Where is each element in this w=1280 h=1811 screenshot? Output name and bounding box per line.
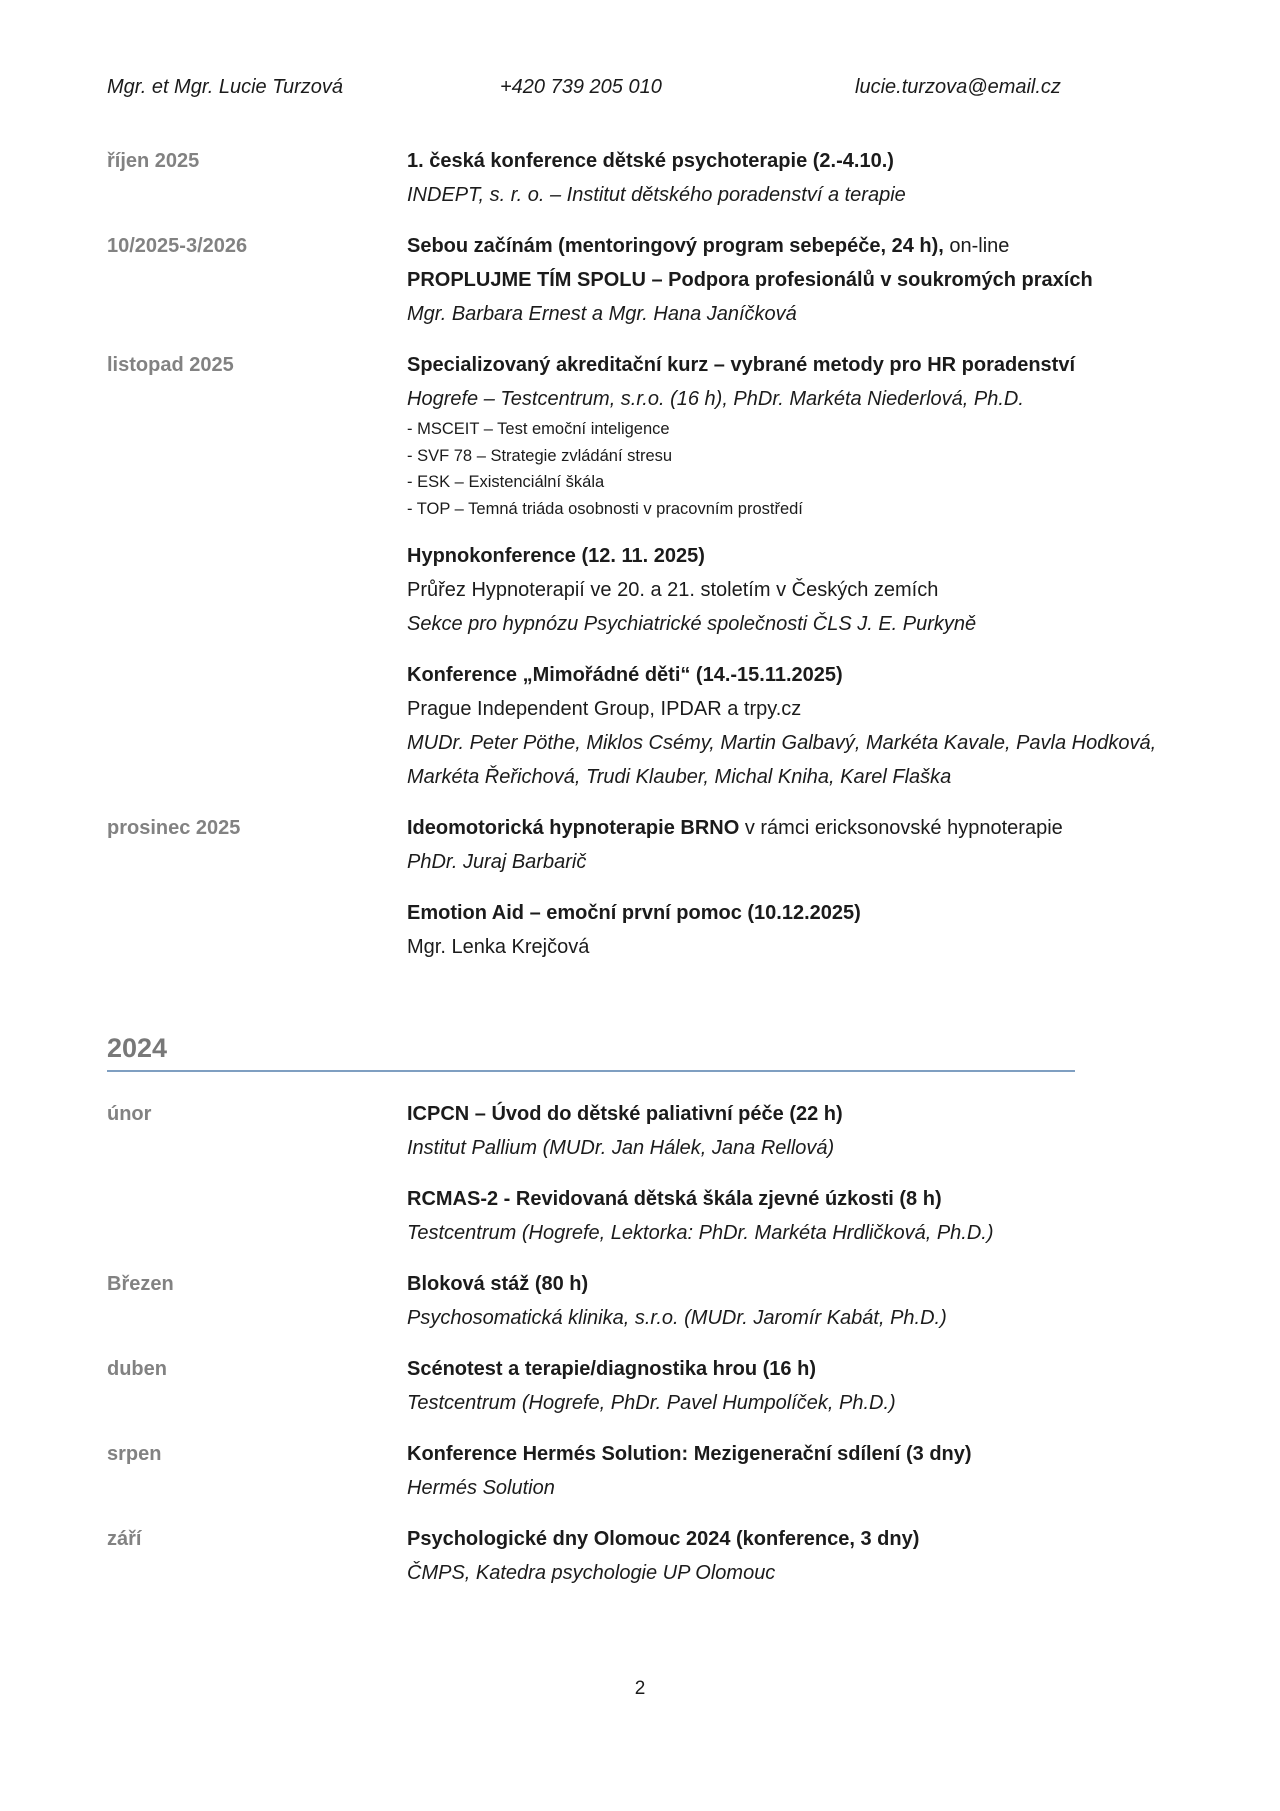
entry-row: [107, 1267, 1173, 1352]
course-detail-line: [407, 1386, 1173, 1420]
entry-row: [107, 1522, 1173, 1607]
course-title-line: [407, 1522, 1173, 1556]
entry-date: září: [107, 1528, 142, 1550]
course-detail-line: [407, 930, 1173, 964]
course-detail-line: [407, 692, 1173, 726]
entry-block: [407, 811, 1173, 879]
text-run: PhDr. Juraj Barbarič: [407, 851, 587, 873]
text-run: v rámci ericksonovské hypnoterapie: [739, 817, 1063, 839]
course-title-line: [407, 1267, 1173, 1301]
text-run: Institut Pallium (MUDr. Jan Hálek, Jana Rellová): [407, 1137, 835, 1159]
text-run: Sekce pro hypnózu Psychiatrické společnosti ČLS J. E. Purkyně: [407, 613, 977, 635]
text-run: Scénotest a terapie/diagnostika hrou (16 h): [407, 1358, 816, 1380]
course-title-line: [407, 1352, 1173, 1386]
entry-content: [407, 1352, 1173, 1437]
entry-content: [407, 229, 1173, 348]
text-run: Psychosomatická klinika, s.r.o. (MUDr. Jaromír Kabát, Ph.D.): [407, 1307, 947, 1329]
text-run: - TOP – Temná triáda osobnosti v pracovním prostředí: [407, 499, 803, 518]
entry-row: [107, 1352, 1173, 1437]
year-heading: 2024: [107, 1033, 168, 1063]
text-run: ICPCN – Úvod do dětské paliativní péče (22 h): [407, 1103, 843, 1125]
entry-content: [407, 1437, 1173, 1522]
text-run: Konference „Mimořádné děti“ (14.-15.11.2025): [407, 664, 843, 686]
course-title-line: [407, 1097, 1173, 1131]
entry-content: [407, 348, 1173, 811]
course-title-line: [407, 1182, 1173, 1216]
text-run: Testcentrum (Hogrefe, Lektorka: PhDr. Markéta Hrdličková, Ph.D.): [407, 1222, 994, 1244]
year-section: [107, 1033, 1173, 1607]
course-detail-line: [407, 178, 1173, 212]
header-email: lucie.turzova@email.cz: [855, 76, 1061, 98]
header-phone: +420 739 205 010: [500, 76, 662, 98]
course-title-line: [407, 539, 1173, 573]
entry-block: [407, 1097, 1173, 1165]
entry-block: [407, 658, 1173, 794]
entry-block: [407, 539, 1173, 641]
entry-block: [407, 1352, 1173, 1420]
entry-content: [407, 1097, 1173, 1267]
text-run: Bloková stáž (80 h): [407, 1273, 589, 1295]
entry-date: Březen: [107, 1273, 174, 1295]
text-run: INDEPT, s. r. o. – Institut dětského poradenství a terapie: [407, 184, 906, 206]
course-detail-line: [407, 1131, 1173, 1165]
text-run: Mgr. Lenka Krejčová: [407, 936, 590, 958]
text-run: Psychologické dny Olomouc 2024 (konference, 3 dny): [407, 1528, 920, 1550]
entry-row: [107, 229, 1173, 348]
text-run: Sebou začínám (mentoringový program sebepéče, 24 h),: [407, 235, 944, 257]
course-detail-line: [407, 1301, 1173, 1335]
entry-date: prosinec 2025: [107, 817, 241, 839]
header-name: Mgr. et Mgr. Lucie Turzová: [107, 76, 343, 98]
text-run: PROPLUJME TÍM SPOLU – Podpora profesionálů v soukromých praxích: [407, 269, 1093, 291]
text-run: on-line: [943, 235, 1010, 257]
page-number: 2: [634, 1678, 646, 1699]
course-detail-line: [407, 263, 1173, 297]
course-title-line: [407, 896, 1173, 930]
text-run: Konference Hermés Solution: Mezigenerační sdílení (3 dny): [407, 1443, 972, 1465]
text-run: RCMAS-2 - Revidovaná dětská škála zjevné úzkosti (8 h): [407, 1188, 942, 1210]
text-run: Hermés Solution: [407, 1477, 555, 1499]
entry-block: [407, 896, 1173, 964]
course-title-line: [407, 348, 1173, 382]
course-bullet-line: [407, 469, 1173, 496]
entry-block: [407, 229, 1173, 331]
course-title-line: [407, 1437, 1173, 1471]
course-title-line: [407, 658, 1173, 692]
entry-block: [407, 1182, 1173, 1250]
course-detail-line: [407, 1556, 1173, 1590]
text-run: Emotion Aid – emoční první pomoc (10.12.2025): [407, 902, 861, 924]
entry-block: [407, 1522, 1173, 1590]
entry-date: duben: [107, 1358, 167, 1380]
text-run: ČMPS, Katedra psychologie UP Olomouc: [407, 1562, 776, 1584]
text-run: Hypnokonference (12. 11. 2025): [407, 545, 705, 567]
course-bullet-line: [407, 443, 1173, 470]
document-header: [107, 74, 1173, 100]
text-run: Ideomotorická hypnoterapie BRNO: [407, 817, 740, 839]
entry-content: [407, 144, 1173, 229]
course-bullet-line: [407, 416, 1173, 443]
entry-date: říjen 2025: [107, 150, 200, 172]
text-run: Prague Independent Group, IPDAR a trpy.cz: [407, 698, 802, 720]
course-detail-line: [407, 297, 1173, 331]
course-detail-line: [407, 382, 1173, 416]
text-run: 1. česká konference dětské psychoterapie (2.-4.10.): [407, 150, 894, 172]
course-detail-line: [407, 1471, 1173, 1505]
course-detail-line: [407, 1216, 1173, 1250]
entry-date: únor: [107, 1103, 152, 1125]
entry-block: [407, 348, 1173, 522]
year-divider: [107, 1070, 1075, 1072]
entry-date: listopad 2025: [107, 354, 234, 376]
text-run: - SVF 78 – Strategie zvládání stresu: [407, 446, 673, 465]
text-run: MUDr. Peter Pöthe, Miklos Csémy, Martin Galbavý, Markéta Kavale, Pavla Hodková, Markéta Řeřichová, Trudi Klauber, Michal Kniha, Karel Flaška: [407, 732, 1157, 788]
entry-block: [407, 1437, 1173, 1505]
course-title-line: [407, 229, 1173, 263]
entry-row: [107, 1437, 1173, 1522]
text-run: Mgr. Barbara Ernest a Mgr. Hana Janíčková: [407, 303, 797, 325]
text-run: Specializovaný akreditační kurz – vybrané metody pro HR poradenství: [407, 354, 1075, 376]
text-run: Průřez Hypnoterapií ve 20. a 21. stoletím v Českých zemích: [407, 579, 939, 601]
entry-row: [107, 348, 1173, 811]
entry-content: [407, 1522, 1173, 1607]
entry-block: [407, 1267, 1173, 1335]
course-detail-line: [407, 607, 1173, 641]
entry-content: [407, 811, 1173, 981]
entry-row: [107, 1097, 1173, 1267]
course-title-line: [407, 144, 1173, 178]
entry-date: srpen: [107, 1443, 162, 1465]
course-detail-line: [407, 845, 1173, 879]
entry-date: 10/2025-3/2026: [107, 235, 248, 257]
course-detail-line: [407, 573, 1173, 607]
sections: [107, 144, 1173, 1607]
entry-content: [407, 1267, 1173, 1352]
year-section: [107, 144, 1173, 981]
course-detail-line: [407, 726, 1173, 794]
text-run: Testcentrum (Hogrefe, PhDr. Pavel Humpolíček, Ph.D.): [407, 1392, 896, 1414]
course-bullet-line: [407, 496, 1173, 523]
entry-block: [407, 144, 1173, 212]
text-run: - ESK – Existenciální škála: [407, 473, 605, 491]
entry-row: [107, 144, 1173, 229]
text-run: - MSCEIT – Test emoční inteligence: [407, 420, 670, 438]
entry-row: [107, 811, 1173, 981]
text-run: Hogrefe – Testcentrum, s.r.o. (16 h), PhDr. Markéta Niederlová, Ph.D.: [407, 388, 1024, 410]
course-title-line: [407, 811, 1173, 845]
